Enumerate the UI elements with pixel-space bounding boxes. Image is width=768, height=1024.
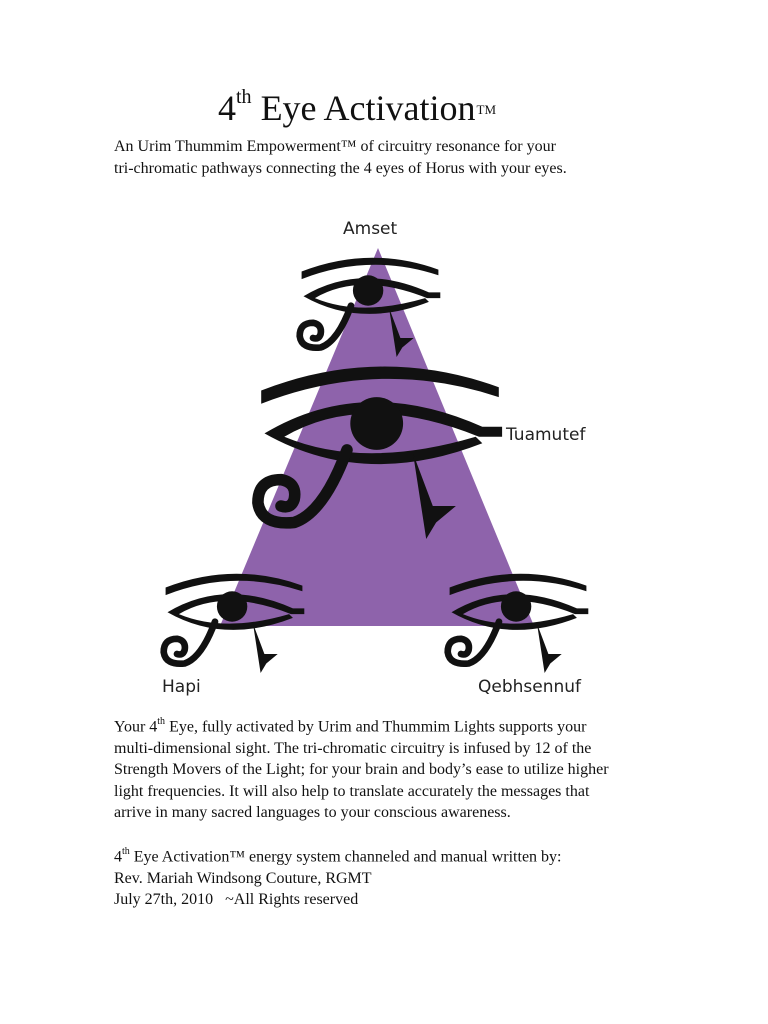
description-line-2: multi-dimensional sight. The tri-chromatic circuitry is infused by 12 of the [114, 739, 592, 757]
description-line-3: Strength Movers of the Light; for your brain and body’s ease to utilize higher [114, 761, 609, 779]
title-trademark: TM [476, 102, 497, 117]
credit-date: July 27th, 2010 ~All Rights reserved [114, 891, 359, 909]
title-text: Eye Activation [260, 88, 476, 128]
credit-author: Rev. Mariah Windsong Couture, RGMT [114, 869, 372, 887]
description-line-5: arrive in many sacred languages to your conscious awareness. [114, 803, 511, 821]
description-lead: Your [114, 718, 146, 736]
credit-line-1 [114, 842, 674, 868]
description-line-4: light frequencies. It will also help to translate accurately the messages that [114, 782, 590, 800]
title-number: 4 [218, 88, 236, 128]
description-suffix: th [157, 716, 166, 727]
intro-line-1: An Urim Thummim Empowerment™ of circuitry resonance for your [114, 138, 556, 155]
credit-number: 4 [114, 848, 122, 866]
title-suffix: th [236, 86, 252, 108]
label-qebhsennuf: Qebhsennuf [478, 677, 582, 697]
page-title [218, 86, 497, 128]
credit-line-1-rest: Eye Activation™ energy system channeled and manual written by: [133, 848, 562, 866]
intro-line-2: tri-chromatic pathways connecting the 4 eyes of Horus with your eyes. [114, 160, 567, 177]
credit-suffix: th [122, 846, 130, 857]
eyes-of-horus-diagram [150, 208, 600, 708]
intro-paragraph [114, 136, 674, 180]
label-tuamutef: Tuamutef [506, 425, 586, 445]
credit-block [114, 842, 674, 911]
description-line-1-rest: Eye, fully activated by Urim and Thummim Lights supports your [169, 718, 587, 736]
description-paragraph [114, 712, 674, 823]
description-line-1 [114, 712, 674, 738]
description-number: 4 [149, 718, 158, 736]
label-amset: Amset [343, 219, 398, 239]
label-hapi: Hapi [162, 677, 201, 697]
